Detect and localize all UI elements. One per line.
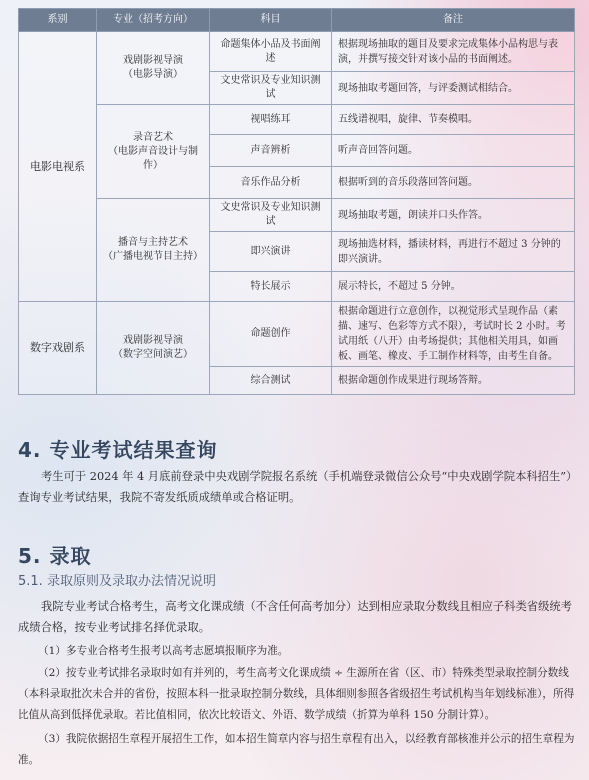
table-row (19, 302, 575, 367)
table-header-row (19, 9, 575, 32)
table-row (19, 199, 575, 232)
major-cell (97, 105, 210, 199)
subject-cell: 文史常识及专业知识测试 (210, 199, 332, 232)
subject-cell: 声音辨析 (210, 135, 332, 167)
exam-subjects-table (18, 8, 575, 395)
note-cell: 根据现场抽取的题目及要求完成集体小品构思与表演，并撰写接交针对该小品的书面阐述。 (332, 32, 575, 72)
header-remarks: 备注 (332, 9, 575, 32)
major-name: 戏剧影视导演 (123, 335, 183, 346)
subject-cell: 音乐作品分析 (210, 167, 332, 199)
note-cell: 现场抽取考题回答，与评委测试相结合。 (332, 72, 575, 105)
subject-cell: 视唱练耳 (210, 105, 332, 135)
note-cell: 根据命题创作成果进行现场答辩。 (332, 367, 575, 395)
header-subject: 科目 (210, 9, 332, 32)
subject-cell: 特长展示 (210, 272, 332, 302)
major-cell (97, 302, 210, 395)
section-5-1-subtitle: 5.1. 录取原则及录取办法情况说明 (18, 574, 216, 589)
section-5-paragraph: 我院专业考试合格考生，高考文化课成绩（不含任何高考加分）达到相应录取分数线且相应子科类省级统考成绩合格，按专业考试排名择优录取。 (18, 600, 572, 634)
rule-item-3: （3）我院依据招生章程开展招生工作，如本招生简章内容与招生章程有出入，以经教育部核准并公示的招生章程为准。 (18, 733, 575, 766)
section-4-paragraph: 考生可于 2024 年 4 月底前登录中央戏剧学院报名系统（手机端登录微信公众号“中央戏剧学院本科招生”）查询专业考试结果，我院不寄发纸质成绩单或合格证明。 (18, 470, 578, 504)
note-cell: 展示特长，不超过 5 分钟。 (332, 272, 575, 302)
table-row (19, 32, 575, 72)
rule-item-1: （1）多专业合格考生报考以高考志愿填报顺序为准。 (38, 645, 289, 657)
major-direction: （广播电视节目主持） (103, 251, 203, 262)
header-department: 系别 (19, 9, 97, 32)
note-cell: 根据命题进行立意创作，以视觉形式呈现作品（素描、速写、色彩等方式不限），考试时长 2 小时。考试用纸（八开）由考场提供；其他相关用具，如画板、画笔、橡皮、手工制作材料等，由考生自备。 (332, 302, 575, 367)
subject-cell: 即兴演讲 (210, 232, 332, 272)
major-name: 戏剧影视导演 (123, 55, 183, 66)
major-direction: （数字空间演艺） (113, 349, 193, 360)
subject-cell: 命题集体小品及书面阐述 (210, 32, 332, 72)
note-cell: 听声音回答问题。 (332, 135, 575, 167)
note-cell: 根据听到的音乐段落回答问题。 (332, 167, 575, 199)
major-name: 播音与主持艺术 (118, 237, 188, 248)
subject-cell: 文史常识及专业知识测试 (210, 72, 332, 105)
note-cell: 现场抽取考题，朗读并口头作答。 (332, 199, 575, 232)
note-cell: 现场抽选材料，播读材料，再进行不超过 3 分钟的即兴演讲。 (332, 232, 575, 272)
major-name: 录音艺术 (133, 131, 173, 143)
table-row (19, 105, 575, 135)
major-cell (97, 32, 210, 105)
major-direction: （电影导演） (123, 69, 183, 80)
subject-cell: 综合测试 (210, 367, 332, 395)
subject-cell: 命题创作 (210, 302, 332, 367)
major-direction: （电影声音设计与制作） (108, 145, 198, 171)
section-4-title: 4. 专业考试结果查询 (18, 438, 218, 462)
section-5-title: 5. 录取 (18, 544, 92, 568)
rule-item-2: （2）按专业考试排名录取时如有并列的，考生高考文化课成绩 ÷ 生源所在省（区、市）特殊类型录取控制分数线（本科录取批次未合并的省份，按照本科一批录取控制分数线，具体细则参照各省级招生考试机构当年划线标准），所得比值从高到低择优录取。若比值相同，依次比较语文、外语、数学成绩（折算为单科 150 分制计算）。 (18, 667, 575, 721)
department-cell: 电影电视系 (19, 32, 97, 302)
department-cell: 数字戏剧系 (19, 302, 97, 395)
major-cell (97, 199, 210, 302)
note-cell: 五线谱视唱，旋律、节奏模唱。 (332, 105, 575, 135)
header-major: 专业（招考方向） (97, 9, 210, 32)
